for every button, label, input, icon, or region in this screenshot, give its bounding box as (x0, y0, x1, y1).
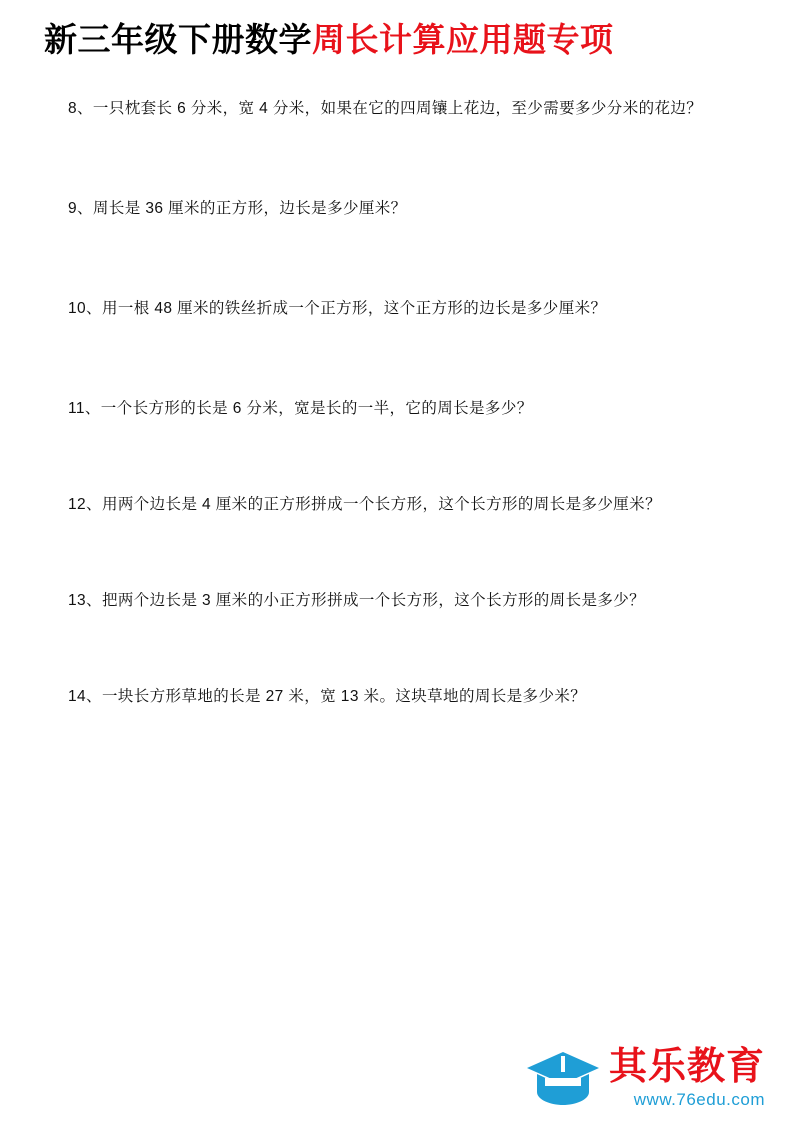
problem-list (30, 92, 763, 714)
problem-item: 11、一个长方形的长是 6 分米，宽是长的一半，它的周长是多少？ (68, 399, 533, 417)
logo-url: www.76edu.com (633, 1090, 765, 1109)
logo-text-block (609, 1048, 765, 1108)
graduation-cap-icon (525, 1048, 601, 1108)
problem-item: 14、一块长方形草地的长是 27 米，宽 13 米。这块草地的周长是多少米？ (68, 687, 587, 705)
problem-item: 9、周长是 36 厘米的正方形，边长是多少厘米？ (68, 199, 407, 217)
problem-item: 10、用一根 48 厘米的铁丝折成一个正方形，这个正方形的边长是多少厘米？ (68, 299, 607, 317)
page-title-highlight: 周长计算应用题专项 (312, 23, 614, 59)
problem-item: 8、一只枕套长 6 分米，宽 4 分米，如果在它的四周镶上花边，至少需要多少分米的花边？ (68, 99, 703, 117)
logo-name: 其乐教育 (608, 1046, 765, 1088)
page-title (44, 22, 763, 62)
page-title-main: 新三年级下册数学 (44, 23, 312, 59)
problem-item: 12、用两个边长是 4 厘米的正方形拼成一个长方形，这个长方形的周长是多少厘米？ (68, 495, 661, 513)
site-logo (525, 1048, 765, 1108)
problem-item: 13、把两个边长是 3 厘米的小正方形拼成一个长方形，这个长方形的周长是多少？ (68, 591, 646, 609)
